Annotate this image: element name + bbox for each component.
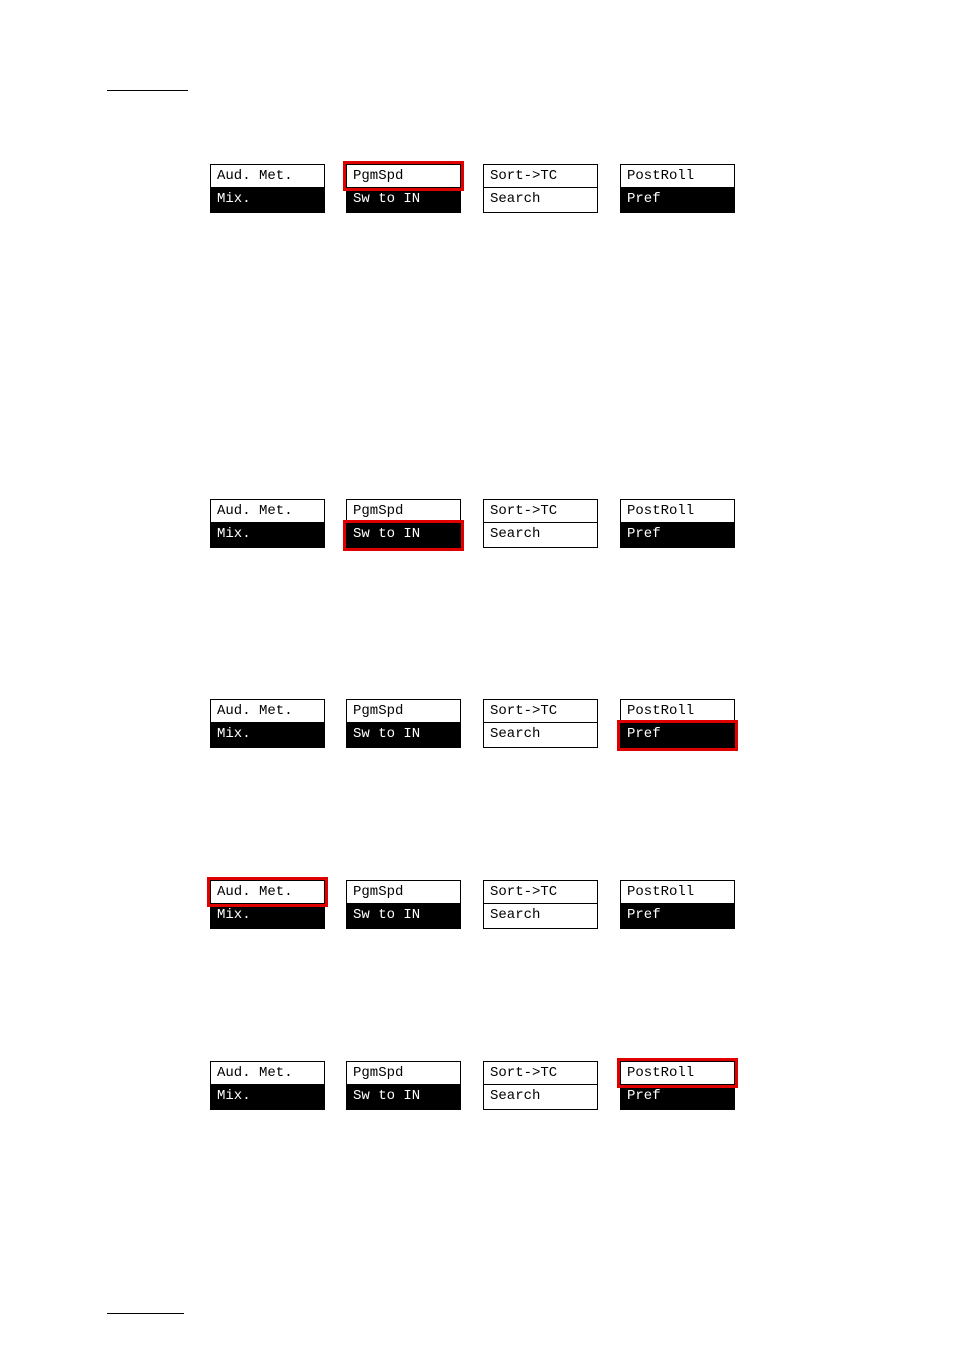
- softkey-top-label[interactable]: Sort->TC: [483, 699, 598, 723]
- softkey-top-label[interactable]: Sort->TC: [483, 1061, 598, 1085]
- softkey-sort-tc[interactable]: [483, 699, 598, 748]
- softkey-aud-met[interactable]: [210, 699, 325, 748]
- softkey-bottom-label[interactable]: Mix.: [210, 188, 325, 213]
- softkey-top-label[interactable]: PgmSpd: [346, 699, 461, 723]
- softkey-sort-tc[interactable]: [483, 164, 598, 213]
- softkey-bottom-label[interactable]: Search: [483, 188, 598, 213]
- softkey-postroll[interactable]: [620, 699, 735, 748]
- softkey-bottom-label[interactable]: Mix.: [210, 904, 325, 929]
- header-rule: [107, 90, 188, 91]
- softkey-top-label[interactable]: PostRoll: [620, 499, 735, 523]
- softkey-bottom-label[interactable]: Pref: [620, 723, 735, 748]
- softkey-top-label[interactable]: PostRoll: [620, 164, 735, 188]
- softkey-bottom-label[interactable]: Pref: [620, 523, 735, 548]
- softkey-top-label[interactable]: PostRoll: [620, 1061, 735, 1085]
- softkey-aud-met[interactable]: [210, 499, 325, 548]
- softkey-top-label[interactable]: Aud. Met.: [210, 699, 325, 723]
- softkey-postroll[interactable]: [620, 1061, 735, 1110]
- softkey-top-label[interactable]: PgmSpd: [346, 1061, 461, 1085]
- softkey-top-label[interactable]: PgmSpd: [346, 499, 461, 523]
- softkey-bottom-label[interactable]: Mix.: [210, 1085, 325, 1110]
- softkey-top-label[interactable]: PgmSpd: [346, 164, 461, 188]
- softkey-top-label[interactable]: Aud. Met.: [210, 880, 325, 904]
- softkey-top-label[interactable]: Aud. Met.: [210, 164, 325, 188]
- softkey-row-4: [0, 880, 955, 932]
- softkey-pgmspd[interactable]: [346, 164, 461, 213]
- softkey-bottom-label[interactable]: Search: [483, 1085, 598, 1110]
- softkey-top-label[interactable]: Sort->TC: [483, 880, 598, 904]
- softkey-aud-met[interactable]: [210, 164, 325, 213]
- softkey-top-label[interactable]: PgmSpd: [346, 880, 461, 904]
- softkey-bottom-label[interactable]: Sw to IN: [346, 523, 461, 548]
- softkey-bottom-label[interactable]: Pref: [620, 188, 735, 213]
- softkey-pgmspd[interactable]: [346, 1061, 461, 1110]
- softkey-top-label[interactable]: PostRoll: [620, 699, 735, 723]
- softkey-sort-tc[interactable]: [483, 880, 598, 929]
- softkey-bottom-label[interactable]: Pref: [620, 1085, 735, 1110]
- softkey-top-label[interactable]: Sort->TC: [483, 499, 598, 523]
- softkey-bottom-label[interactable]: Search: [483, 723, 598, 748]
- softkey-bottom-label[interactable]: Search: [483, 523, 598, 548]
- softkey-bottom-label[interactable]: Mix.: [210, 723, 325, 748]
- softkey-sort-tc[interactable]: [483, 1061, 598, 1110]
- softkey-row-1: [0, 164, 955, 216]
- softkey-aud-met[interactable]: [210, 880, 325, 929]
- softkey-bottom-label[interactable]: Sw to IN: [346, 1085, 461, 1110]
- softkey-bottom-label[interactable]: Sw to IN: [346, 904, 461, 929]
- softkey-top-label[interactable]: Aud. Met.: [210, 1061, 325, 1085]
- softkey-pgmspd[interactable]: [346, 499, 461, 548]
- softkey-bottom-label[interactable]: Sw to IN: [346, 188, 461, 213]
- softkey-pgmspd[interactable]: [346, 699, 461, 748]
- softkey-top-label[interactable]: PostRoll: [620, 880, 735, 904]
- softkey-postroll[interactable]: [620, 880, 735, 929]
- softkey-postroll[interactable]: [620, 164, 735, 213]
- softkey-row-2: [0, 499, 955, 551]
- softkey-pgmspd[interactable]: [346, 880, 461, 929]
- softkey-bottom-label[interactable]: Search: [483, 904, 598, 929]
- softkey-bottom-label[interactable]: Mix.: [210, 523, 325, 548]
- softkey-row-3: [0, 699, 955, 751]
- softkey-row-5: [0, 1061, 955, 1113]
- softkey-sort-tc[interactable]: [483, 499, 598, 548]
- softkey-top-label[interactable]: Sort->TC: [483, 164, 598, 188]
- footer-rule: [107, 1313, 184, 1314]
- softkey-postroll[interactable]: [620, 499, 735, 548]
- softkey-top-label[interactable]: Aud. Met.: [210, 499, 325, 523]
- softkey-bottom-label[interactable]: Pref: [620, 904, 735, 929]
- softkey-aud-met[interactable]: [210, 1061, 325, 1110]
- softkey-bottom-label[interactable]: Sw to IN: [346, 723, 461, 748]
